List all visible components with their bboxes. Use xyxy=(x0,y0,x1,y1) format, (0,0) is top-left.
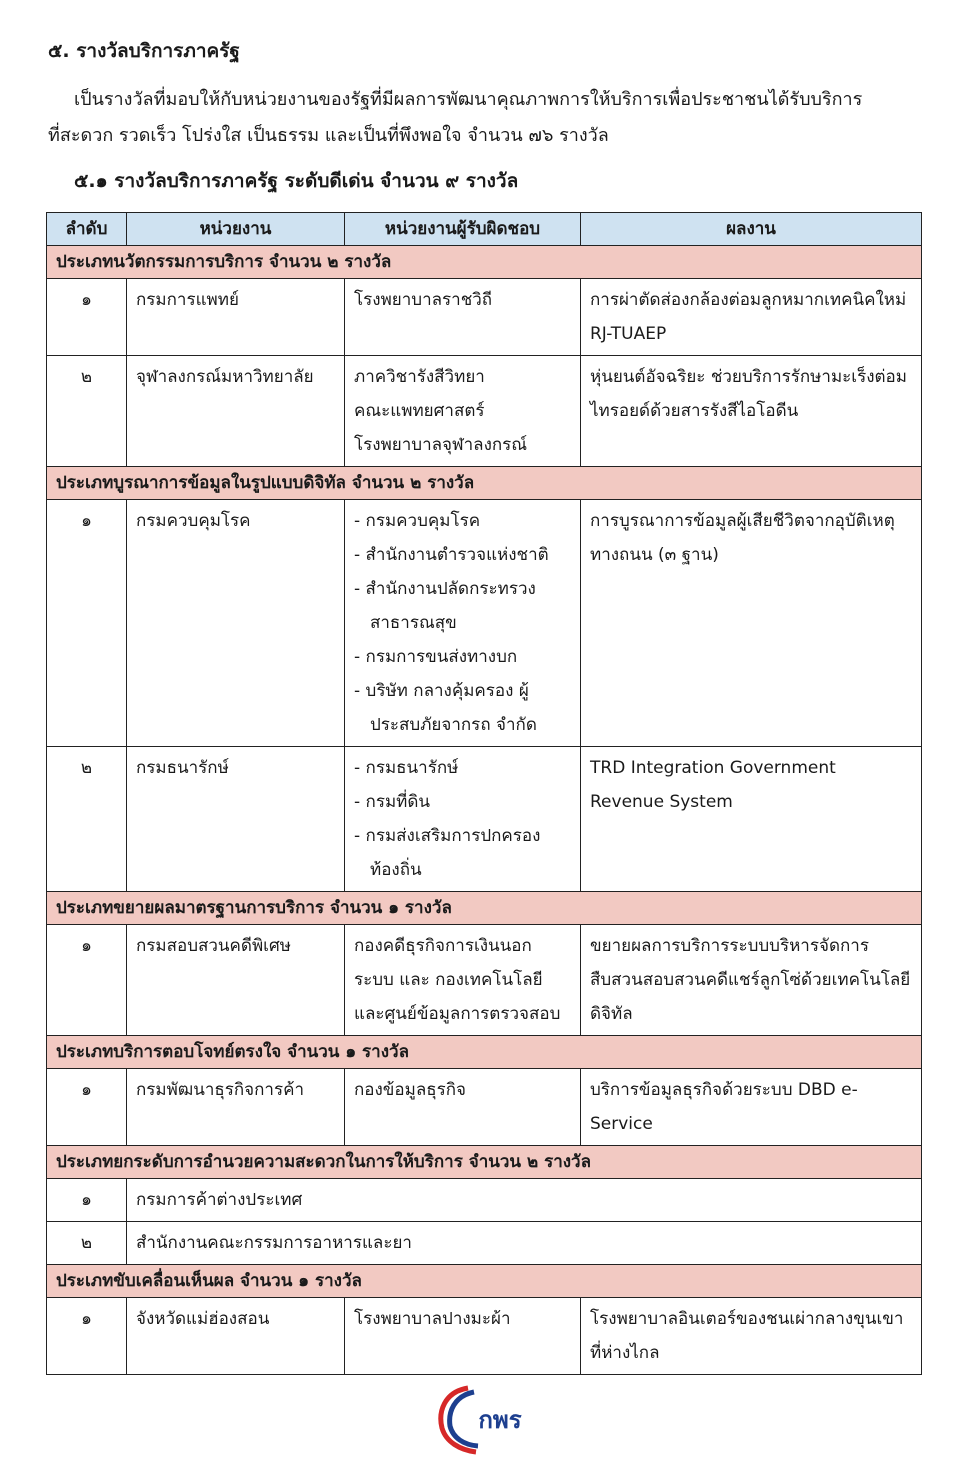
row-number: ๑ xyxy=(47,925,127,1036)
responsible-line: กองคดีธุรกิจการเงินนอกระบบ และ กองเทคโนโลยีและศูนย์ข้อมูลการตรวจสอบ xyxy=(354,936,561,1024)
responsible-cell xyxy=(345,1069,581,1146)
agency-cell: กรมธนารักษ์ xyxy=(127,747,345,892)
category-title: ประเภทบูรณาการข้อมูลในรูปแบบดิจิทัล จำนวน ๒ รางวัล xyxy=(47,467,922,500)
category-row xyxy=(47,1146,922,1179)
responsible-cell xyxy=(345,747,581,892)
category-row xyxy=(47,1265,922,1298)
row-number: ๑ xyxy=(47,500,127,747)
table-row xyxy=(47,1179,922,1222)
agency-cell: กรมสอบสวนคดีพิเศษ xyxy=(127,925,345,1036)
header-no: ลำดับ xyxy=(47,213,127,246)
agency-cell: กรมการค้าต่างประเทศ xyxy=(127,1179,922,1222)
logo-text: กพร xyxy=(478,1406,522,1434)
row-number: ๑ xyxy=(47,279,127,356)
category-title: ประเภทขยายผลมาตรฐานการบริการ จำนวน ๑ รางวัล xyxy=(47,892,922,925)
subsection-heading: ๕.๑ รางวัลบริการภาครัฐ ระดับดีเด่น จำนวน ๙ รางวัล xyxy=(74,170,519,192)
category-row xyxy=(47,246,922,279)
responsible-line: กองข้อมูลธุรกิจ xyxy=(354,1080,467,1100)
row-number: ๑ xyxy=(47,1069,127,1146)
row-number: ๒ xyxy=(47,356,127,467)
opdc-logo xyxy=(430,1382,550,1456)
work-cell: โรงพยาบาลอินเตอร์ของชนเผ่ากลางขุนเขาที่ห่างไกล xyxy=(581,1298,922,1375)
responsible-item: - กรมส่งเสริมการปกครอง ท้องถิ่น xyxy=(354,826,541,880)
agency-cell: สำนักงานคณะกรรมการอาหารและยา xyxy=(127,1222,922,1265)
responsible-item: - บริษัท กลางคุ้มครอง ผู้ประสบภัยจากรถ จำกัด xyxy=(354,681,537,735)
responsible-line: คณะแพทยศาสตร์ xyxy=(354,401,485,421)
row-number: ๑ xyxy=(47,1298,127,1375)
agency-cell: กรมควบคุมโรค xyxy=(127,500,345,747)
category-row xyxy=(47,467,922,500)
responsible-line: โรงพยาบาลปางมะผ้า xyxy=(354,1309,511,1329)
table-row xyxy=(47,356,922,467)
table-row xyxy=(47,747,922,892)
intro-paragraph xyxy=(48,82,928,154)
responsible-item: - กรมการขนส่งทางบก xyxy=(354,647,518,667)
agency-cell: จุฬาลงกรณ์มหาวิทยาลัย xyxy=(127,356,345,467)
agency-cell: กรมพัฒนาธุรกิจการค้า xyxy=(127,1069,345,1146)
category-title: ประเภทบริการตอบโจทย์ตรงใจ จำนวน ๑ รางวัล xyxy=(47,1036,922,1069)
agency-cell: จังหวัดแม่ฮ่องสอน xyxy=(127,1298,345,1375)
responsible-list xyxy=(354,504,571,742)
row-number: ๑ xyxy=(47,1179,127,1222)
intro-line-2: ที่สะดวก รวดเร็ว โปร่งใส เป็นธรรม และเป็นที่พึงพอใจ จำนวน ๗๖ รางวัล xyxy=(48,125,609,146)
table-row xyxy=(47,925,922,1036)
responsible-cell xyxy=(345,279,581,356)
agency-cell: กรมการแพทย์ xyxy=(127,279,345,356)
responsible-list xyxy=(354,751,571,887)
section-heading: ๕. รางวัลบริการภาครัฐ xyxy=(48,40,240,62)
table-row xyxy=(47,500,922,747)
responsible-item: - กรมธนารักษ์ xyxy=(354,758,459,778)
header-work: ผลงาน xyxy=(581,213,922,246)
category-title: ประเภทขับเคลื่อนเห็นผล จำนวน ๑ รางวัล xyxy=(47,1265,922,1298)
intro-line-1: เป็นรางวัลที่มอบให้กับหน่วยงานของรัฐที่มีผลการพัฒนาคุณภาพการให้บริการเพื่อประชาชนได้รับบริการ xyxy=(74,89,863,110)
header-agency: หน่วยงาน xyxy=(127,213,345,246)
work-cell: ขยายผลการบริการระบบบริหารจัดการสืบสวนสอบสวนคดีแชร์ลูกโซ่ด้วยเทคโนโลยีดิจิทัล xyxy=(581,925,922,1036)
table-header-row xyxy=(47,213,922,246)
responsible-cell xyxy=(345,500,581,747)
work-cell: TRD Integration Government Revenue System xyxy=(581,747,922,892)
work-cell: การผ่าตัดส่องกล้องต่อมลูกหมากเทคนิคใหม่ RJ-TUAEP xyxy=(581,279,922,356)
header-responsible: หน่วยงานผู้รับผิดชอบ xyxy=(345,213,581,246)
responsible-cell xyxy=(345,1298,581,1375)
row-number: ๒ xyxy=(47,747,127,892)
category-row xyxy=(47,892,922,925)
work-cell: หุ่นยนต์อัจฉริยะ ช่วยบริการรักษามะเร็งต่อมไทรอยด์ด้วยสารรังสีไอโอดีน xyxy=(581,356,922,467)
row-number: ๒ xyxy=(47,1222,127,1265)
responsible-line: โรงพยาบาลจุฬาลงกรณ์ xyxy=(354,435,528,455)
responsible-item: - สำนักงานตำรวจแห่งชาติ xyxy=(354,545,549,565)
responsible-line: ภาควิชารังสีวิทยา xyxy=(354,367,485,387)
responsible-item: - กรมที่ดิน xyxy=(354,792,431,812)
responsible-cell xyxy=(345,356,581,467)
responsible-item: - กรมควบคุมโรค xyxy=(354,511,481,531)
category-title: ประเภทยกระดับการอำนวยความสะดวกในการให้บริการ จำนวน ๒ รางวัล xyxy=(47,1146,922,1179)
table-row xyxy=(47,1298,922,1375)
table-row xyxy=(47,1222,922,1265)
table-body xyxy=(47,246,922,1375)
awards-table xyxy=(46,212,922,1375)
table-row xyxy=(47,279,922,356)
work-cell: การบูรณาการข้อมูลผู้เสียชีวิตจากอุบัติเหตุทางถนน (๓ ฐาน) xyxy=(581,500,922,747)
work-cell: บริการข้อมูลธุรกิจด้วยระบบ DBD e-Service xyxy=(581,1069,922,1146)
responsible-cell xyxy=(345,925,581,1036)
category-title: ประเภทนวัตกรรมการบริการ จำนวน ๒ รางวัล xyxy=(47,246,922,279)
responsible-line: โรงพยาบาลราชวิถี xyxy=(354,290,493,310)
category-row xyxy=(47,1036,922,1069)
table-row xyxy=(47,1069,922,1146)
responsible-item: - สำนักงานปลัดกระทรวง สาธารณสุข xyxy=(354,579,536,633)
